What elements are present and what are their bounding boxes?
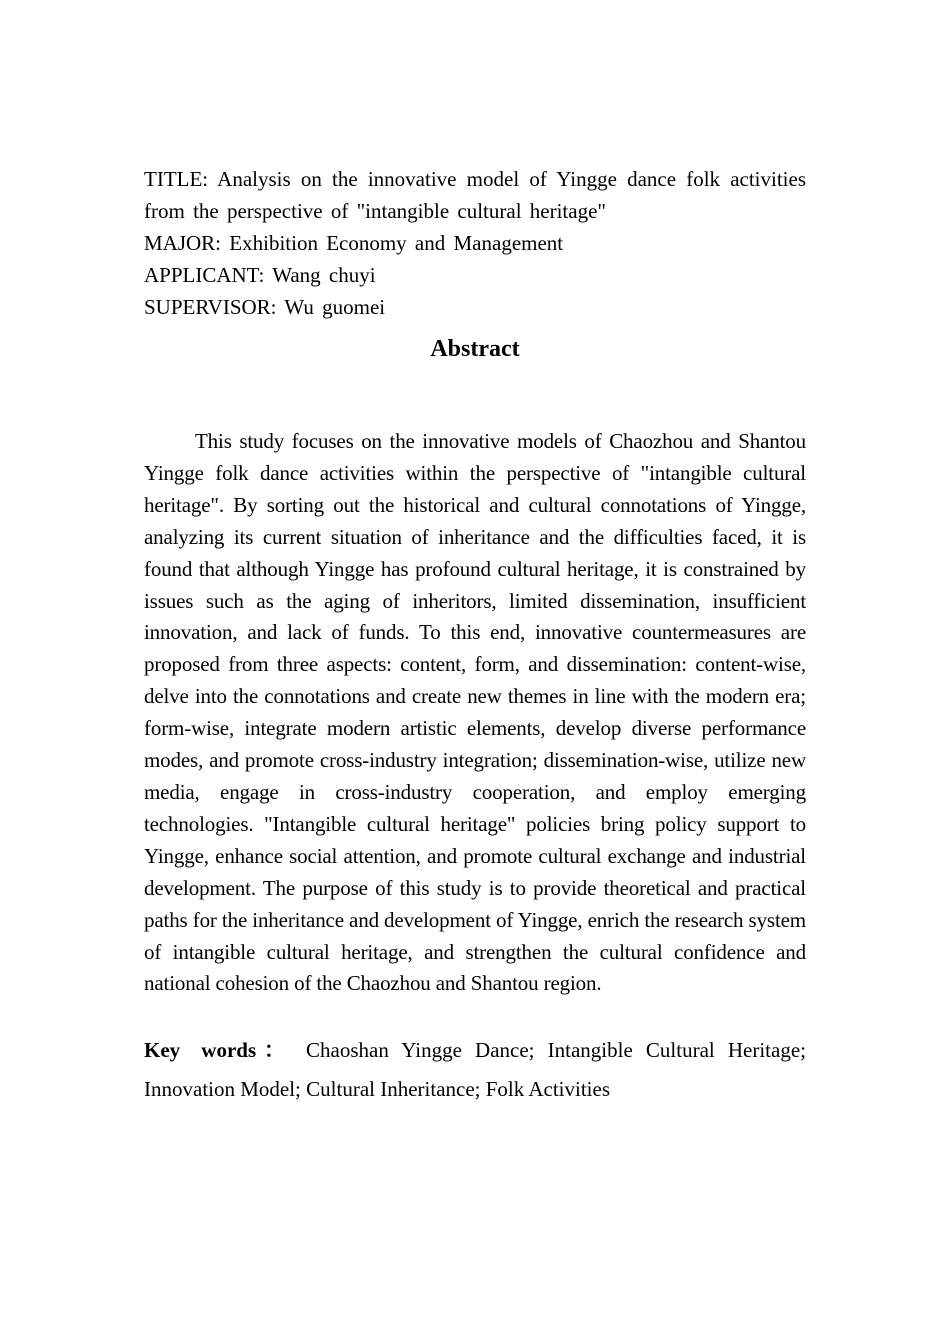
supervisor-line [144,291,806,323]
major-line [144,227,806,259]
keywords-label: Key words： [144,1038,293,1063]
supervisor-value: Wu guomei [284,295,386,319]
supervisor-label: SUPERVISOR: [144,295,277,319]
applicant-value: Wang chuyi [272,263,376,287]
applicant-line [144,259,806,291]
thesis-title-line [144,163,806,227]
abstract-body: This study focuses on the innovative models of Chaozhou and Shantou Yingge folk dance activities within the perspective of "intangible cultural heritage". By sorting out the historical and cultural connotations of Yingge, analyzing its current situation of inheritance and the difficulties faced, it is found that although Yingge has profound cultural heritage, it is constrained by issues such as the aging of inheritors, limited dissemination, insufficient innovation, and lack of funds. To this end, innovative countermeasures are proposed from three aspects: content, form, and dissemination: content-wise, delve into the connotations and create new themes in line with the modern era; form-wise, integrate modern artistic elements, develop diverse performance modes, and promote cross-industry integration; dissemination-wise, utilize new media, engage in cross-industry cooperation, and employ emerging technologies. "Intangible cultural heritage" policies bring policy support to Yingge, enhance social attention, and promote cultural exchange and industrial development. The purpose of this study is to provide theoretical and practical paths for the inheritance and development of Yingge, enrich the research system of intangible cultural heritage, and strengthen the cultural confidence and national cohesion of the Chaozhou and Shantou region. [144,429,806,996]
keywords-value: Chaoshan Yingge Dance; Intangible Cultural Heritage; Innovation Model; Cultural Inheritance; Folk Activities [144,1038,806,1102]
title-value: Analysis on the innovative model of Yingge dance folk activities from the perspective of "intangible cultural heritage" [144,167,807,223]
major-label: MAJOR: [144,231,222,255]
keywords-line [144,1031,806,1109]
document-page [144,163,806,1109]
abstract-heading: Abstract [430,336,520,362]
applicant-label: APPLICANT: [144,263,265,287]
major-value: Exhibition Economy and Management [229,231,564,255]
title-label: TITLE: [144,167,209,191]
